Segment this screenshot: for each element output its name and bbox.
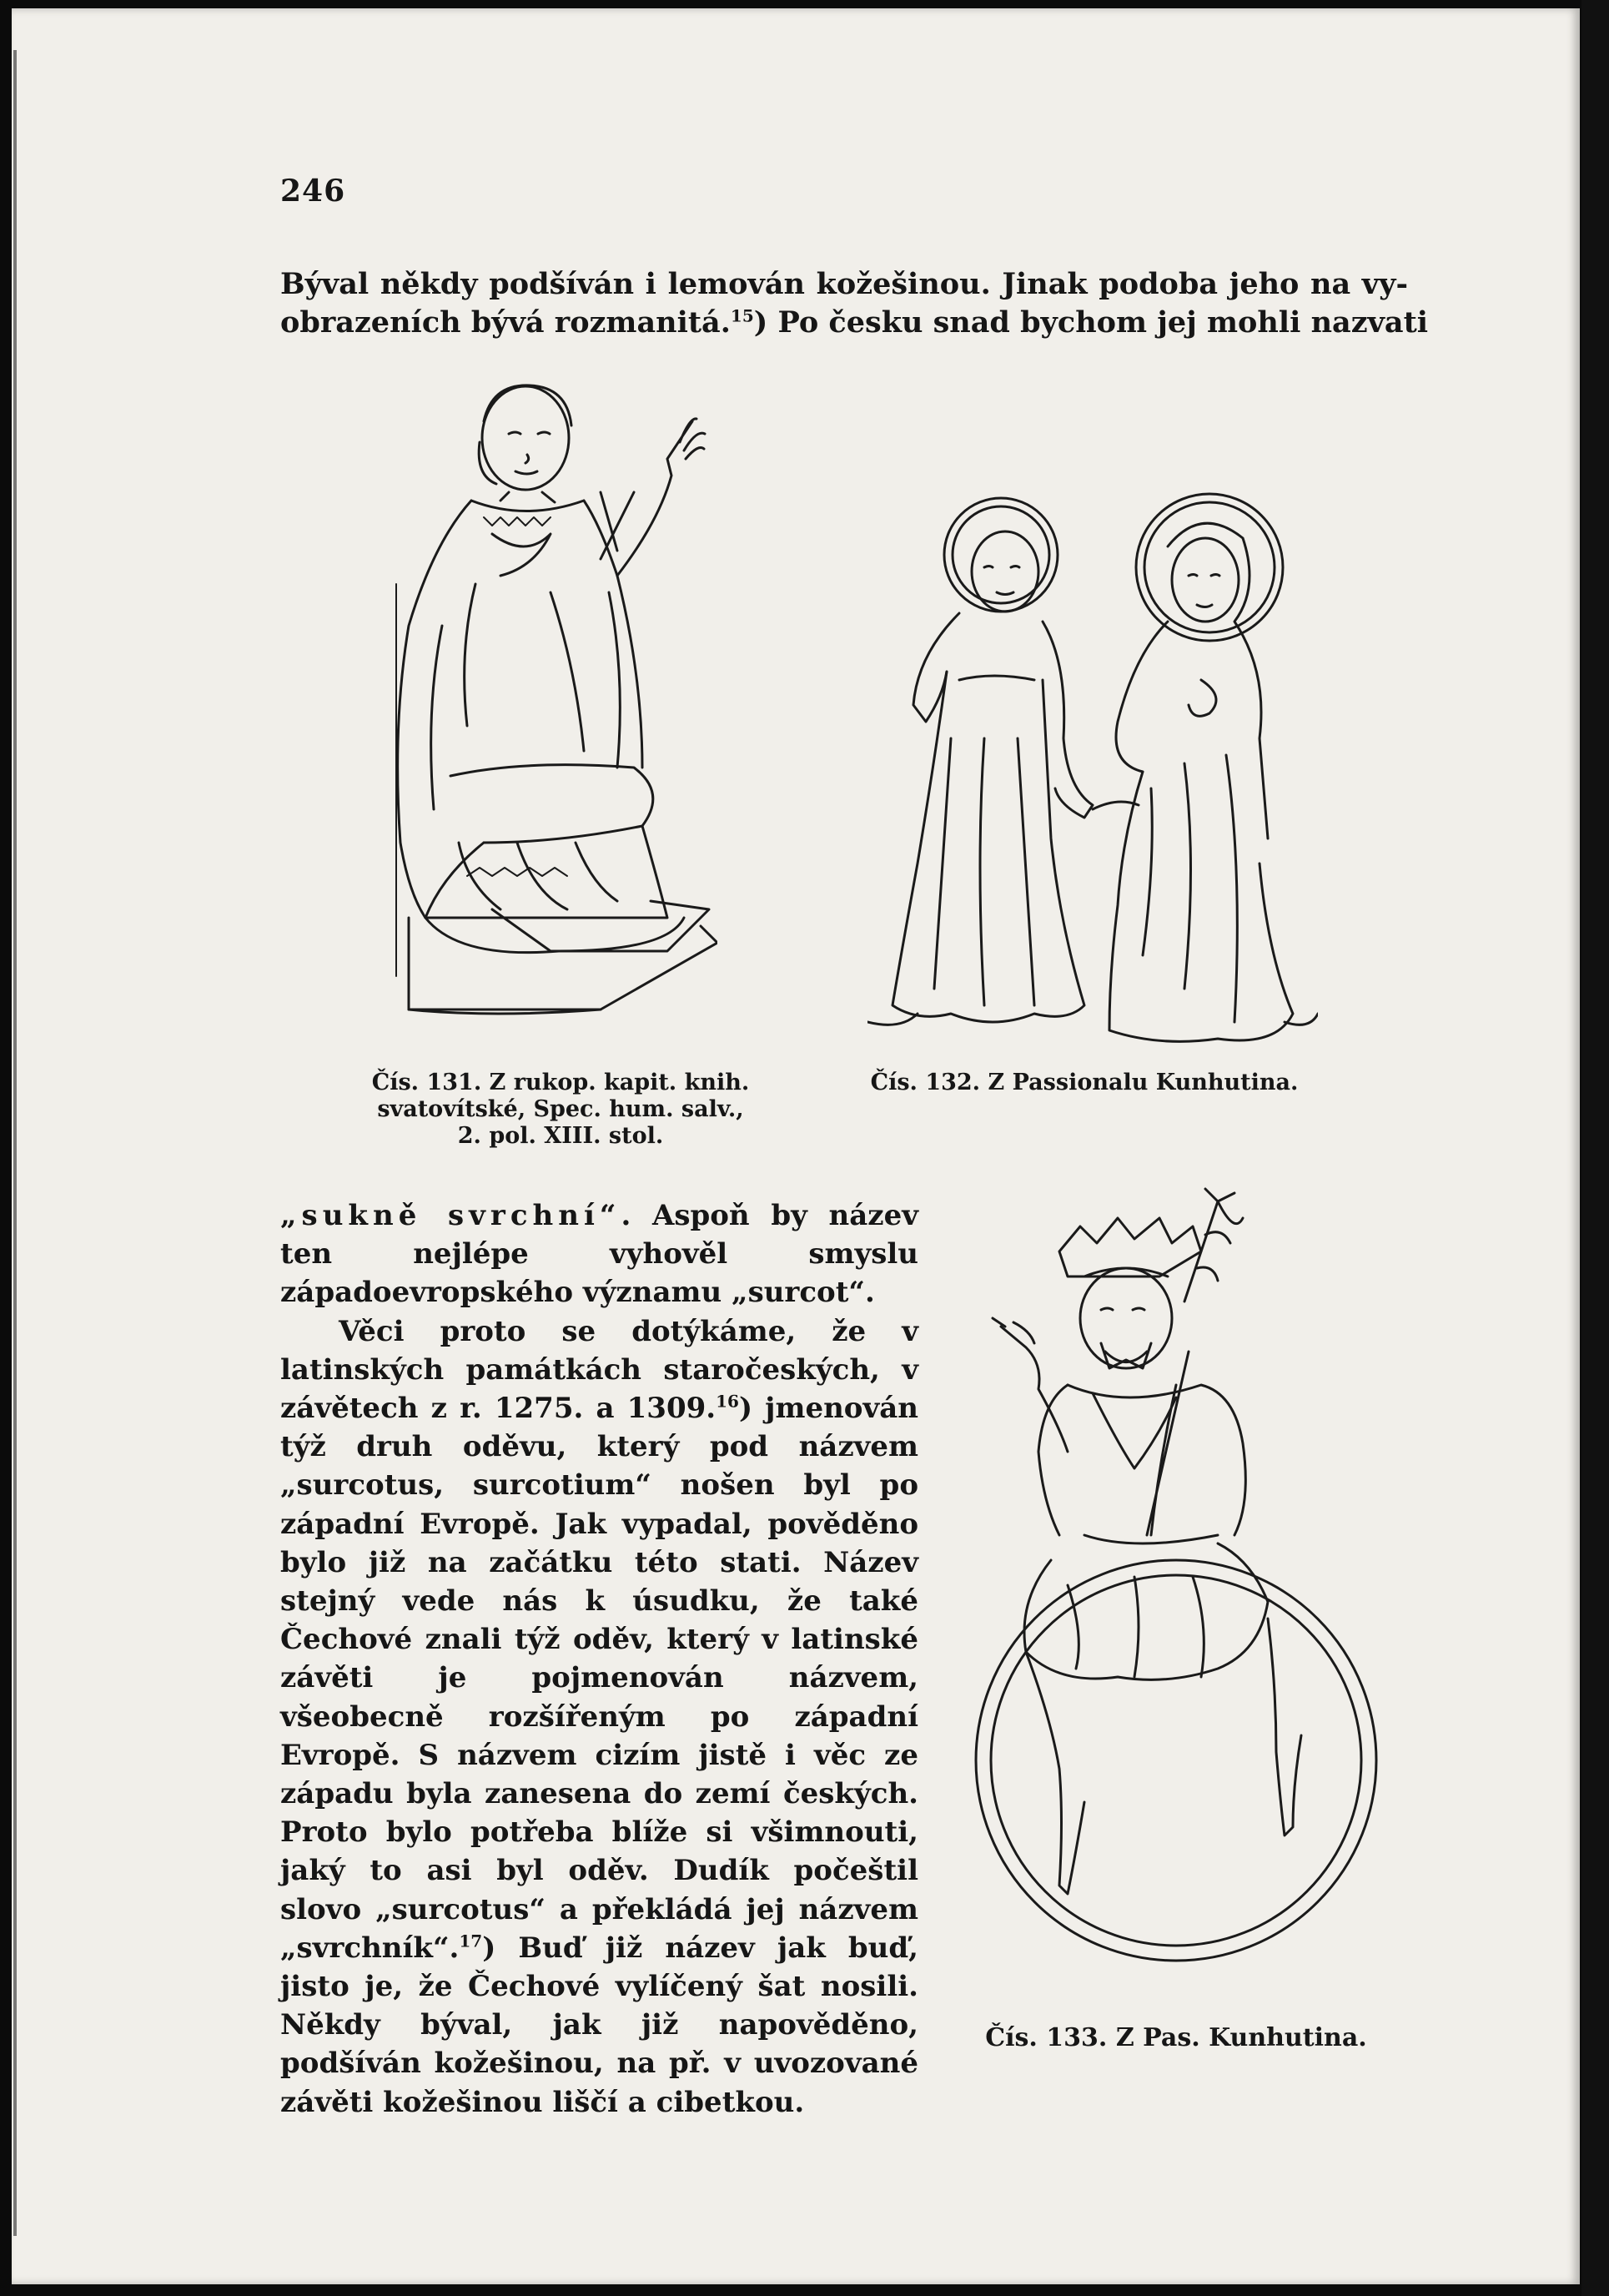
scan-edge: [1581, 0, 1609, 2296]
paragraph-2: [280, 1312, 918, 2122]
intro-text: obrazeních bývá rozmanitá.: [280, 305, 731, 340]
intro-line-1: Býval někdy podšíván i lemován kožešinou. Jinak podoba jeho na vy-: [280, 267, 1408, 301]
figure-132-caption: Čís. 132. Z Passionalu Kunhutina.: [870, 1070, 1299, 1095]
figure-132-two-saints: [867, 488, 1318, 1051]
figure-131-caption: [335, 1070, 786, 1150]
figure-133-caption: Čís. 133. Z Pas. Kunhutina.: [985, 2023, 1367, 2052]
paragraph-text: ) Buď již název jak buď, jisto je, že Čechové vylíčený šat nosili. Někdy býval, jak již napověděno, podšíván kožešinou, na př. v uvozované závěti kožešinou liščí a cibetkou.: [280, 1931, 918, 2119]
page-binding-edge: [13, 50, 17, 2236]
body-text-column: [280, 1196, 918, 2122]
figure-133-crowned-figure: [968, 1185, 1385, 1969]
caption-line: svatovítské, Spec. hum. salv.,: [377, 1096, 744, 1122]
caption-line: 2. pol. XIII. stol.: [457, 1123, 664, 1149]
paragraph-text: Věci proto se dotýkáme, že v latinských památkách staročeských, v závětech z r. 1275. a 1309.: [280, 1314, 918, 1426]
footnote-ref: 16: [716, 1391, 739, 1412]
caption-line: Čís. 131. Z rukop. kapit. knih.: [371, 1070, 750, 1095]
paragraph-text: . Aspoň by název ten nejlépe vyhověl smyslu západoevropského významu „surcot“.: [280, 1199, 918, 1310]
intro-line-2: [280, 302, 1429, 344]
footnote-ref: 17: [459, 1931, 483, 1951]
intro-text: ) Po česku snad bychom jej mohli nazvati: [753, 305, 1429, 340]
paragraph-text: ) jmenován týž druh oděvu, který pod názvem „surcotus, surcotium“ nošen byl po západní Evropě. Jak vypadal, pověděno bylo již na začátku této stati. Název stejný vede nás k úsudku, že také Čechové znali týž oděv, který v latinské závěti je pojmenován názvem, všeobecně rozšířeným po západní Evropě. S názvem cizím jistě i věc ze západu byla zanesena do zemí českých. Proto bylo potřeba blíže si všimnouti, jaký to asi byl oděv. Dudík počeštil slovo „surcotus“ a překládá jej názvem „svrchník“.: [280, 1392, 918, 1965]
page-number: 246: [280, 174, 346, 209]
paragraph-1: [280, 1196, 918, 1312]
figure-131-seated-figure: [392, 375, 717, 1035]
term-sukne-svrchni: „sukně svrchní“: [280, 1199, 621, 1232]
footnote-ref: 15: [730, 305, 754, 326]
